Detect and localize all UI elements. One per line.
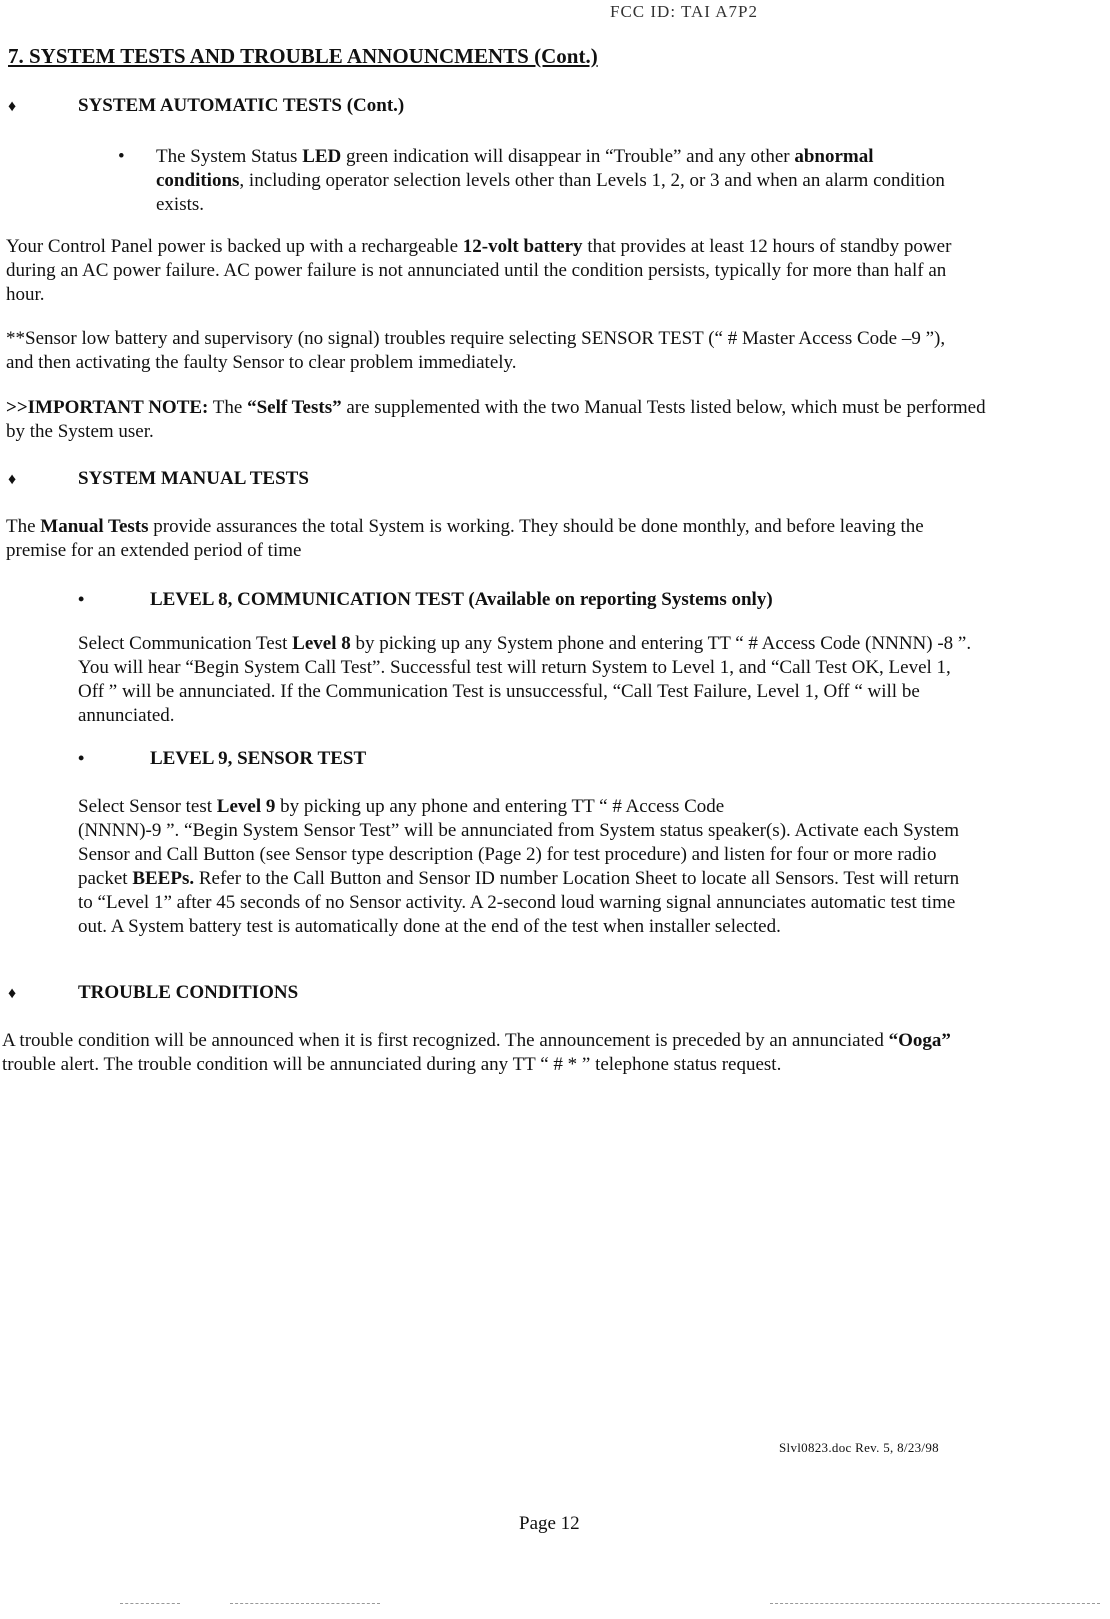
trouble-text-2: trouble alert. The trouble condition will be annunciated during any TT “ # * ” telephone status request. (2, 1054, 782, 1075)
diamond-bullet-icon: ♦ (8, 98, 17, 115)
note-text-1: The (208, 397, 248, 418)
led-bold-2: abnormal conditions (156, 146, 874, 191)
note-bold-2: “Self Tests” (247, 397, 342, 418)
battery-paragraph (6, 235, 966, 307)
level9-text-3: (NNNN)-9 ”. “Begin System Sensor Test” will be annunciated from System status speaker(s). Activate each System Sensor and Call Button (see Sensor type description (Page 2) for test procedure) and listen for four or more radio packet (78, 820, 960, 889)
bullet-dot-icon: • (78, 589, 85, 609)
heading-auto-tests-text: SYSTEM AUTOMATIC TESTS (Cont.) (78, 95, 405, 116)
fcc-id-header: FCC ID: TAI A7P2 (610, 2, 758, 21)
trouble-paragraph (2, 1029, 992, 1077)
level8-text-2: by picking up any System phone and entering TT “ # Access Code (NNNN) -8 ”. You will hear “Begin System Call Test”. Successful test will return System to Level 1, and “Call Test OK, Level 1, Off ” will be annunciated. If the Communication Test is unsuccessful, “Call Test Failure, Level 1, Off “ will be annunciated. (78, 633, 972, 726)
heading-auto-tests (4, 94, 404, 119)
led-text-1: The System Status (156, 146, 303, 167)
scan-artifact-line (770, 1603, 1100, 1604)
heading-trouble-conditions (4, 981, 298, 1006)
level9-text-2: by picking up any phone and entering TT “ # Access Code (275, 796, 725, 817)
bullet-dot-icon: • (118, 146, 125, 167)
led-text-2: green indication will disappear in “Trouble” and any other (341, 146, 795, 167)
intro-bold: Manual Tests (40, 516, 149, 537)
scan-artifact-line (120, 1603, 180, 1604)
led-bold-1: LED (302, 146, 342, 167)
page-number: Page 12 (519, 1513, 580, 1534)
level9-text-4: Refer to the Call Button and Sensor ID number Location Sheet to locate all Sensors. Test will return to “Level 1” after 45 seconds of no Sensor activity. A 2-second loud warning signal annunciates automatic test time out. A System battery test is automatically done at the end of the test when installer selected. (78, 868, 960, 937)
level8-paragraph (78, 632, 978, 728)
heading-manual-tests-text: SYSTEM MANUAL TESTS (78, 468, 309, 489)
heading-trouble-text: TROUBLE CONDITIONS (78, 982, 299, 1003)
important-note-paragraph (6, 396, 991, 444)
heading-manual-tests (4, 467, 309, 492)
heading-level8-text: LEVEL 8, COMMUNICATION TEST (Available on reporting Systems only) (150, 589, 773, 610)
note-bold-1: >>IMPORTANT NOTE: (6, 397, 209, 418)
heading-level8 (78, 587, 773, 612)
led-bullet-paragraph (156, 145, 956, 217)
heading-level9-text: LEVEL 9, SENSOR TEST (150, 748, 367, 769)
level9-paragraph (78, 795, 978, 939)
battery-bold: 12-volt battery (462, 236, 583, 257)
intro-text-1: The (6, 516, 41, 537)
diamond-bullet-icon: ♦ (8, 985, 17, 1002)
sensor-trouble-paragraph: **Sensor low battery and supervisory (no signal) troubles require selecting SENSOR TEST (“ # Master Access Code –9 ”), and then activating the faulty Sensor to clear problem immediately. (6, 328, 946, 373)
diamond-bullet-icon: ♦ (8, 471, 17, 488)
level9-bold-2: BEEPs. (132, 868, 195, 889)
trouble-text-1: A trouble condition will be announced when it is first recognized. The announcement is preceded by an annunciated (2, 1030, 889, 1051)
battery-text-2: that provides at least 12 hours of standby power during an AC power failure. AC power failure is not annunciated until the condition persists, typically for more than half an hour. (6, 236, 952, 305)
level8-text-1: Select Communication Test (78, 633, 293, 654)
manual-tests-intro (6, 515, 966, 563)
level9-text-1: Select Sensor test (78, 796, 217, 817)
scan-artifact-line (230, 1603, 380, 1604)
intro-text-2: provide assurances the total System is working. They should be done monthly, and before leaving the premise for an extended period of time (6, 516, 924, 561)
section-title: 7. SYSTEM TESTS AND TROUBLE ANNOUNCMENTS (Cont.) (8, 44, 598, 68)
led-text-3: , including operator selection levels other than Levels 1, 2, or 3 and when an alarm condition exists. (156, 170, 945, 215)
heading-level9 (78, 746, 366, 771)
level9-bold-1: Level 9 (216, 796, 276, 817)
battery-text-1: Your Control Panel power is backed up with a rechargeable (6, 236, 463, 257)
level8-bold: Level 8 (292, 633, 351, 654)
bullet-dot-icon: • (78, 748, 85, 768)
document-reference: Slvl0823.doc Rev. 5, 8/23/98 (779, 1440, 939, 1455)
note-text-2: are supplemented with the two Manual Tests listed below, which must be performed by the System user. (6, 397, 986, 442)
trouble-bold: “Ooga” (888, 1030, 951, 1051)
